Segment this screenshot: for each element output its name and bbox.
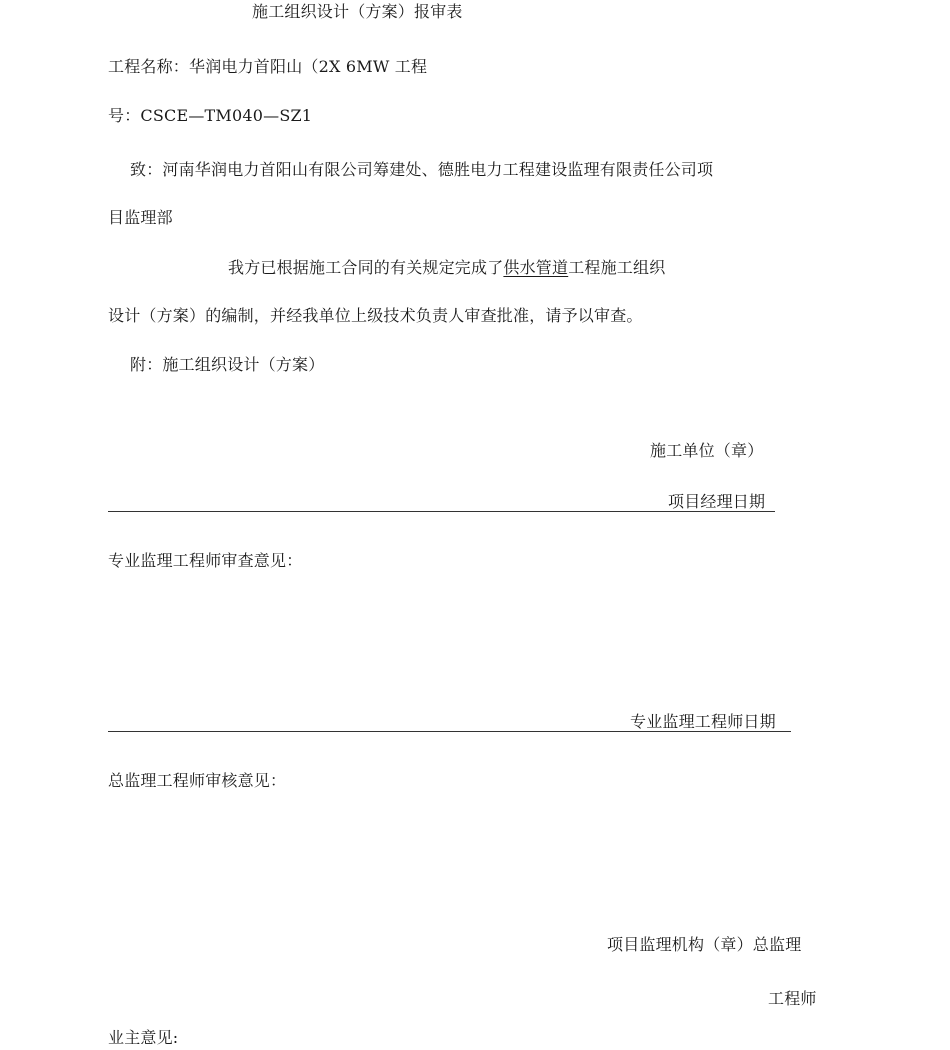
attachment-line: 附：施工组织设计（方案） [130, 355, 325, 374]
supervision-seal-label: 项目监理机构（章）总监理 [607, 935, 802, 954]
signature-line-specialist [108, 731, 791, 732]
owner-opinion-label: 业主意见: [108, 1028, 179, 1047]
chief-engineer-suffix: 工程师 [768, 989, 817, 1008]
body-paragraph-line-1 [228, 258, 665, 278]
contractor-seal-label: 施工单位（章） [650, 441, 764, 460]
project-manager-date-label: 项目经理日期 [668, 492, 766, 511]
body-text-post: 工程施工组织 [568, 258, 666, 277]
signature-line-contractor [108, 511, 775, 512]
document-number-line: 号：CSCE—TM040—SZ1 [108, 106, 313, 125]
body-text-pre: 我方已根据施工合同的有关规定完成了 [228, 258, 504, 277]
addressee-line-2: 目监理部 [108, 208, 173, 227]
document-title: 施工组织设计（方案）报审表 [252, 2, 463, 21]
addressee-line-1: 致：河南华润电力首阳山有限公司筹建处、德胜电力工程建设监理有限责任公司项 [130, 160, 714, 179]
body-paragraph-line-2: 设计（方案）的编制，并经我单位上级技术负责人审查批准，请予以审查。 [108, 306, 643, 325]
project-name-line: 工程名称：华润电力首阳山（2X 6MW 工程 [108, 57, 428, 76]
chief-opinion-label: 总监理工程师审核意见： [108, 771, 287, 790]
specialist-engineer-date-label: 专业监理工程师日期 [630, 712, 776, 731]
specialist-opinion-label: 专业监理工程师审查意见： [108, 551, 303, 570]
body-text-underlined: 供水管道 [503, 258, 569, 277]
